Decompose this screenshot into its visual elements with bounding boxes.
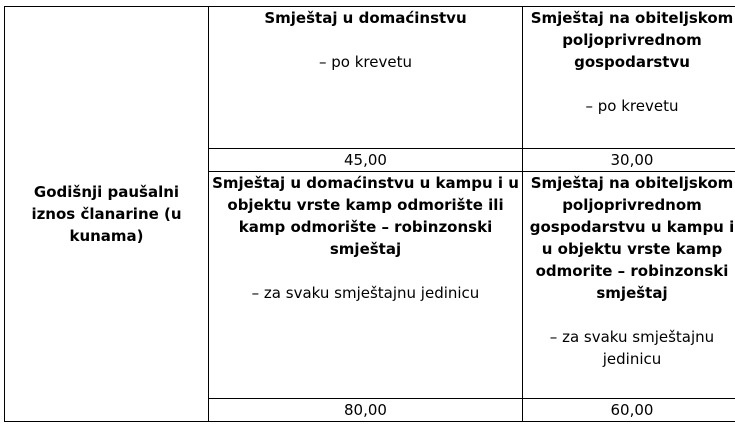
row-label: Godišnji paušalni iznos članarine (u kunama) [31, 183, 182, 245]
cell-household-camp-accommodation [209, 172, 523, 399]
cell-unit: – po krevetu [319, 53, 412, 71]
cell-farm-camp-accommodation [523, 172, 735, 399]
membership-fee-table [4, 6, 735, 422]
table-row [5, 7, 735, 149]
cell-title: Smještaj u domaćinstvu [264, 9, 467, 27]
price-cell: 60,00 [523, 399, 735, 422]
price-cell: 80,00 [209, 399, 523, 422]
cell-title: Smještaj na obiteljskom poljoprivrednom gospodarstvu [530, 9, 734, 71]
cell-title: Smještaj u domaćinstvu u kampu i u objektu vrste kamp odmorište ili kamp odmorište – robinzonski smještaj [212, 174, 519, 258]
cell-household-accommodation [209, 7, 523, 149]
cell-title: Smještaj na obiteljskom poljoprivrednom gospodarstvu u kampu i u objektu vrste kamp odmorite – robinzonski smještaj [529, 174, 735, 302]
cell-unit: – po krevetu [585, 97, 679, 115]
cell-unit: – za svaku smještajnu jedinicu [251, 284, 480, 302]
price-cell: 30,00 [523, 149, 735, 172]
cell-farm-accommodation [523, 7, 735, 149]
row-label-cell [5, 7, 209, 422]
cell-unit: – za svaku smještajnu jedinicu [549, 328, 715, 368]
price-cell: 45,00 [209, 149, 523, 172]
